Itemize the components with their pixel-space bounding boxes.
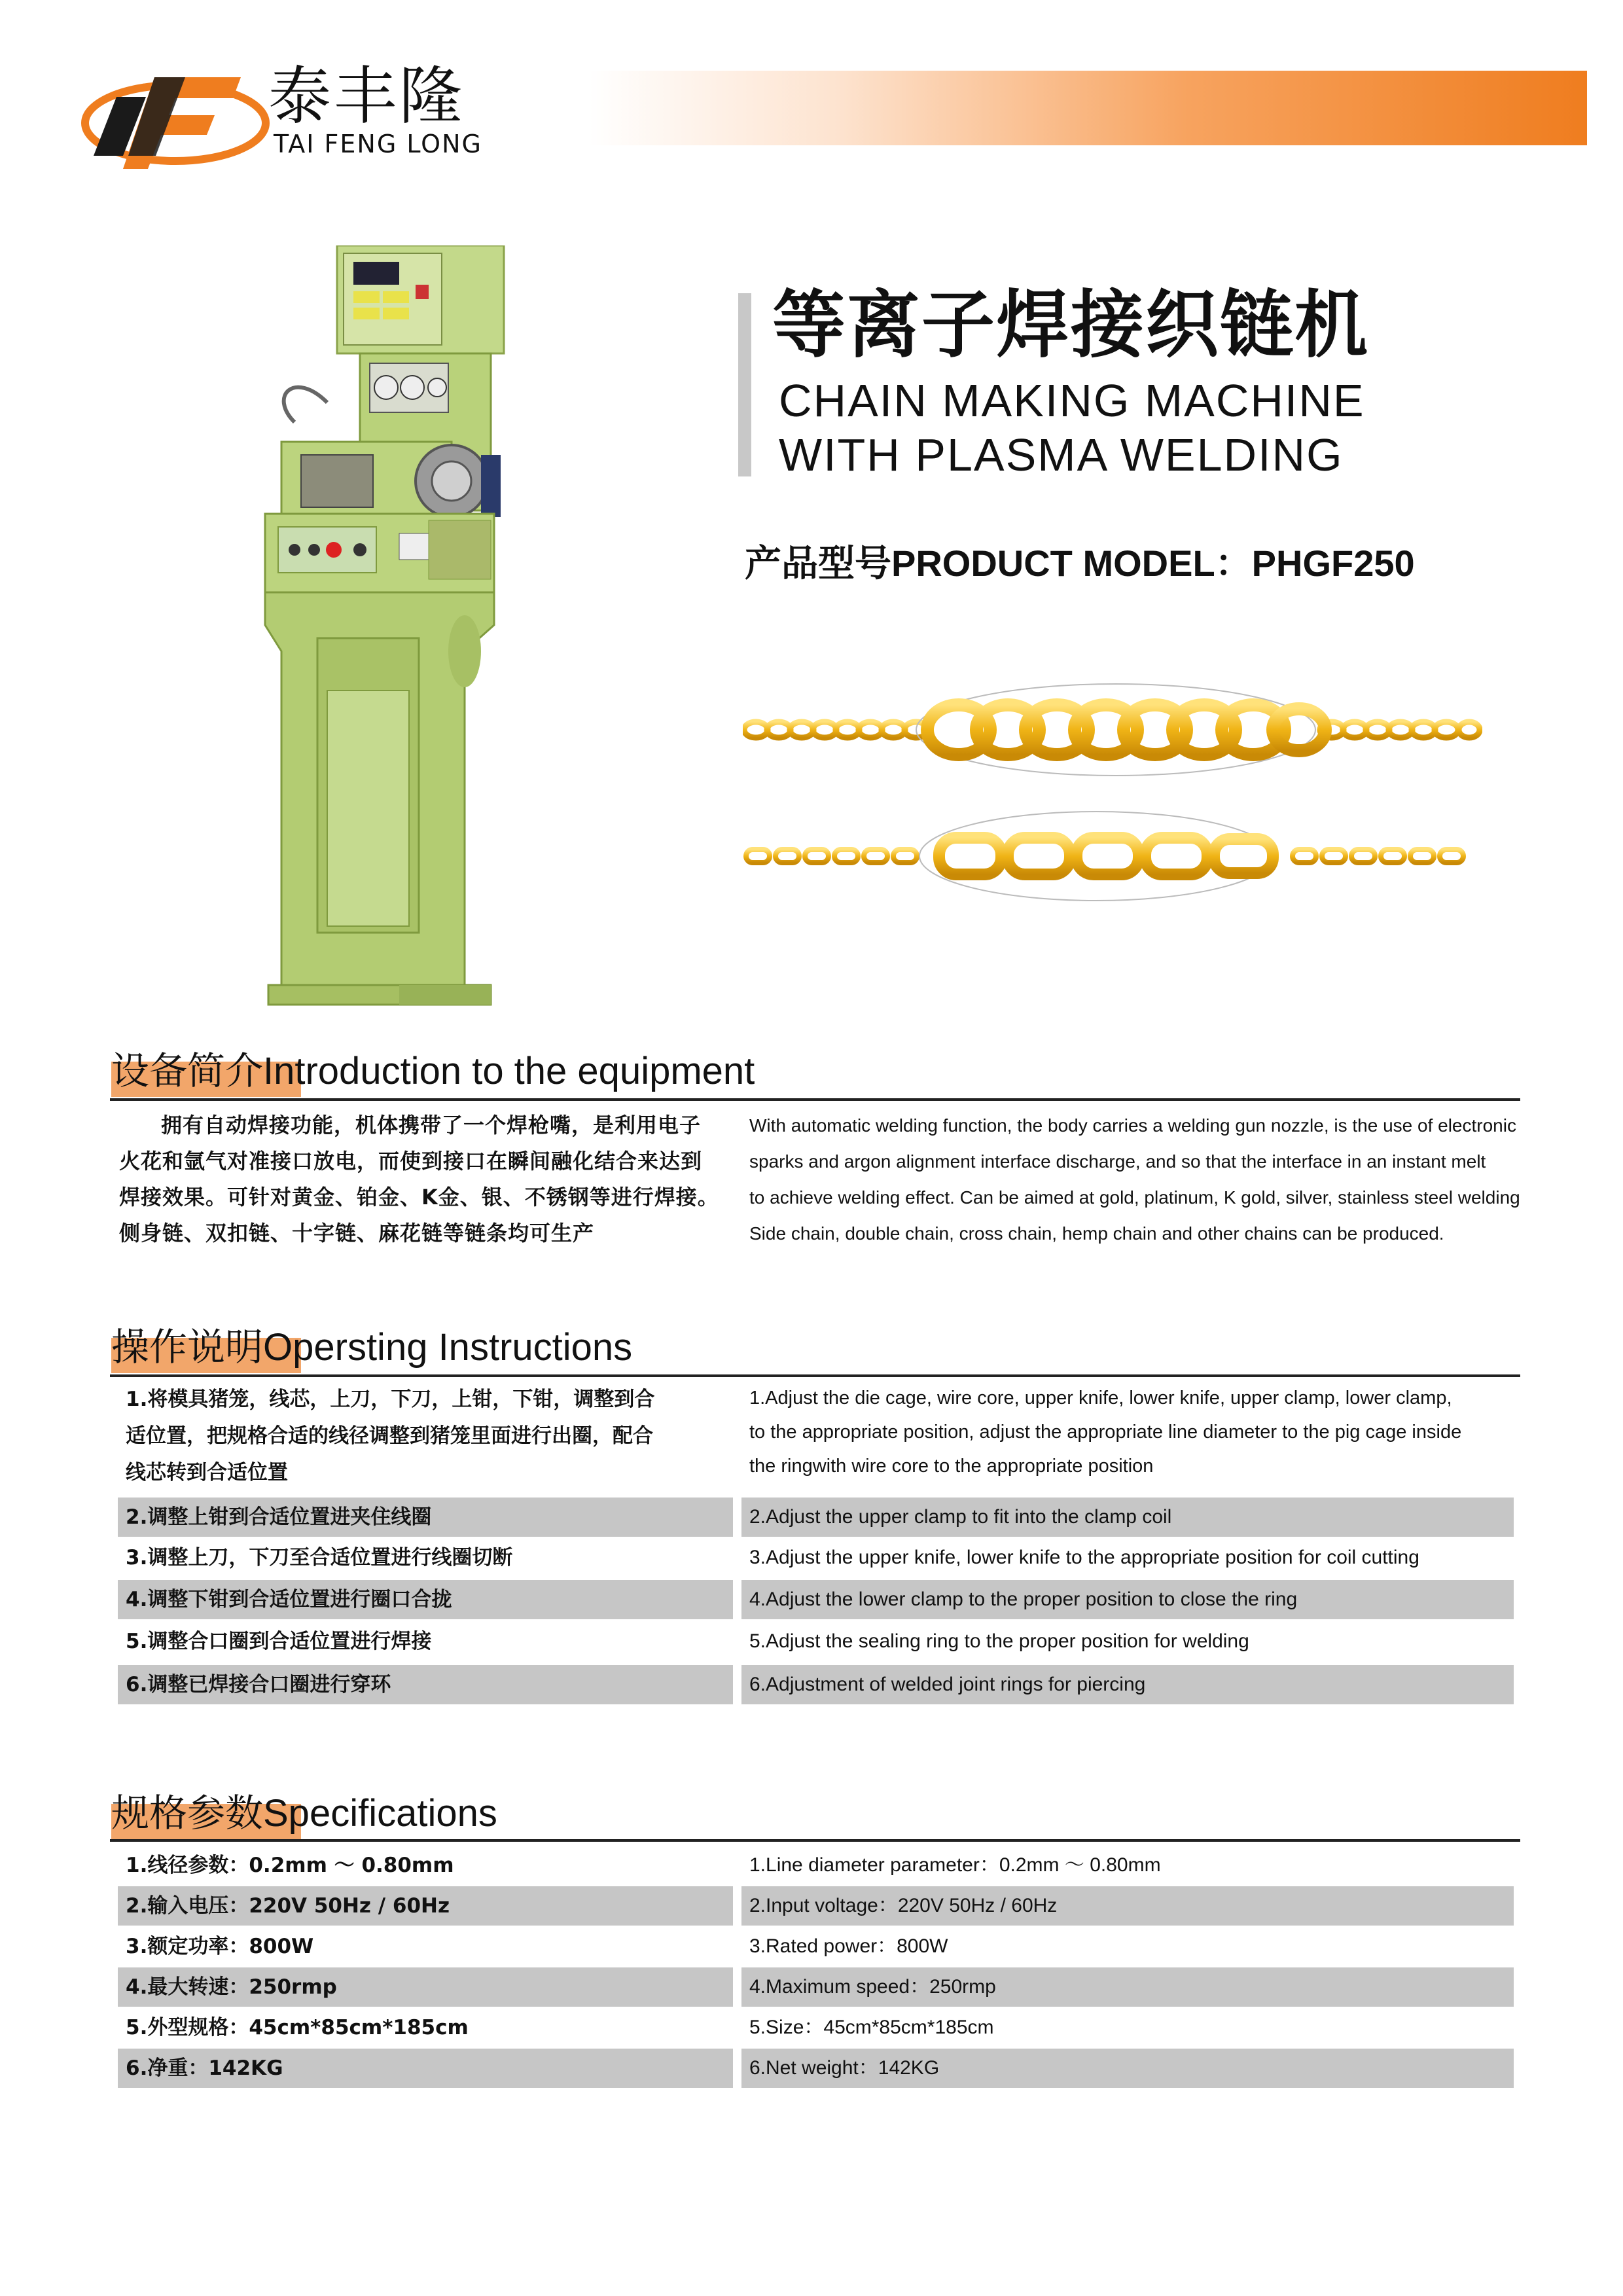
text-line: Side chain, double chain, cross chain, hemp chain and other chains can be produced. bbox=[749, 1223, 1444, 1244]
step-6-cn: 6.调整已焊接合口圈进行穿环 bbox=[118, 1665, 733, 1704]
step-5-en: 5.Adjust the sealing ring to the proper position for welding bbox=[749, 1630, 1249, 1652]
text-line: to achieve welding effect. Can be aimed at gold, platinum, K gold, silver, stainless steel welding bbox=[749, 1187, 1520, 1208]
spec-row-4-cn: 4.最大转速：250rmp bbox=[118, 1967, 733, 2007]
intro-text-en bbox=[749, 1107, 1522, 1251]
text-line: 火花和氩气对准接口放电，而使到接口在瞬间融化结合来达到 bbox=[119, 1149, 703, 1174]
specs-heading-text: 规格参数Specifications bbox=[111, 1792, 497, 1835]
title-accent-bar bbox=[738, 293, 751, 476]
operation-heading-text: 操作说明Opersting Instructions bbox=[111, 1326, 633, 1369]
step-5-cn: 5.调整合口圈到合适位置进行焊接 bbox=[126, 1630, 432, 1653]
brand-name-cn: 泰丰隆 bbox=[268, 60, 465, 133]
text-line: 线芯转到合适位置 bbox=[126, 1461, 288, 1484]
spec-row-3-en: 3.Rated power：800W bbox=[749, 1935, 948, 1957]
step-2-cn: 2.调整上钳到合适位置进夹住线圈 bbox=[118, 1498, 733, 1537]
step-4-cn: 4.调整下钳到合适位置进行圈口合拢 bbox=[118, 1580, 733, 1619]
spec-row-5-en: 5.Size：45cm*85cm*185cm bbox=[749, 2017, 994, 2038]
section-divider bbox=[110, 1098, 1520, 1101]
specs-heading bbox=[111, 1789, 501, 1837]
section-divider bbox=[110, 1374, 1520, 1377]
step-1-en bbox=[741, 1381, 1514, 1483]
spec-row-3-cn: 3.额定功率：800W bbox=[126, 1935, 314, 1958]
text-line: With automatic welding function, the body carries a welding gun nozzle, is the use of electronic bbox=[749, 1115, 1516, 1136]
text-line: 拥有自动焊接功能，机体携带了一个焊枪嘴，是利用电子 bbox=[161, 1113, 702, 1138]
intro-heading-text: 设备简介Introduction to the equipment bbox=[111, 1050, 755, 1092]
chain-samples-image bbox=[743, 661, 1482, 903]
step-6-en: 6.Adjustment of welded joint rings for piercing bbox=[741, 1665, 1514, 1704]
section-divider bbox=[110, 1839, 1520, 1842]
product-title-en-line2: WITH PLASMA WELDING bbox=[779, 429, 1344, 480]
cable-chain-icon bbox=[746, 812, 1463, 901]
intro-heading bbox=[111, 1047, 758, 1094]
step-2-en: 2.Adjust the upper clamp to fit into the clamp coil bbox=[741, 1498, 1514, 1537]
spec-row-6-cn: 6.净重：142KG bbox=[118, 2049, 733, 2088]
text-line: 侧身链、双扣链、十字链、麻花链等链条均可生产 bbox=[119, 1221, 595, 1246]
spec-row-2-cn: 2.输入电压：220V 50Hz / 60Hz bbox=[118, 1886, 733, 1926]
step-4-en: 4.Adjust the lower clamp to the proper position to close the ring bbox=[741, 1580, 1514, 1619]
operation-heading bbox=[111, 1323, 636, 1371]
step-3-en: 3.Adjust the upper knife, lower knife to the appropriate position for coil cutting bbox=[749, 1547, 1419, 1568]
product-title-cn: 等离子焊接织链机 bbox=[772, 283, 1369, 368]
product-model: 产品型号PRODUCT MODEL：PHGF250 bbox=[745, 543, 1415, 584]
text-line: to the appropriate position, adjust the appropriate line diameter to the pig cage inside bbox=[749, 1422, 1462, 1443]
text-line: 焊接效果。可针对黄金、铂金、K金、银、不锈钢等进行焊接。 bbox=[119, 1185, 719, 1210]
spec-row-4-en: 4.Maximum speed：250rmp bbox=[741, 1967, 1514, 2007]
spec-row-2-en: 2.Input voltage：220V 50Hz / 60Hz bbox=[741, 1886, 1514, 1926]
machine-photo bbox=[255, 245, 563, 1011]
curb-chain-icon bbox=[744, 684, 1480, 776]
text-line: sparks and argon alignment interface discharge, and so that the interface in an instant melt bbox=[749, 1151, 1486, 1172]
text-line: 1.Adjust the die cage, wire core, upper knife, lower knife, upper clamp, lower clamp, bbox=[749, 1388, 1452, 1408]
brand-logo-icon bbox=[77, 58, 274, 169]
spec-row-5-cn: 5.外型规格：45cm*85cm*185cm bbox=[126, 2016, 469, 2039]
header-gradient-bar bbox=[589, 71, 1587, 145]
text-line: the ringwith wire core to the appropriate position bbox=[749, 1456, 1154, 1477]
product-title-en-line1: CHAIN MAKING MACHINE bbox=[779, 375, 1365, 426]
spec-row-1-en: 1.Line diameter parameter：0.2mm 〜 0.80mm bbox=[749, 1854, 1161, 1876]
spec-row-1-cn: 1.线径参数：0.2mm 〜 0.80mm bbox=[126, 1854, 454, 1877]
step-3-cn: 3.调整上刀，下刀至合适位置进行线圈切断 bbox=[126, 1546, 513, 1570]
brand-name-en: TAI FENG LONG bbox=[274, 130, 482, 158]
text-line: 1.将模具猪笼，线芯，上刀，下刀，上钳，下钳，调整到合 bbox=[126, 1388, 655, 1411]
text-line: 适位置，把规格合适的线径调整到猪笼里面进行出圈，配合 bbox=[126, 1424, 653, 1448]
intro-text-cn bbox=[119, 1107, 734, 1251]
step-1-cn bbox=[118, 1381, 733, 1491]
spec-row-6-en: 6.Net weight：142KG bbox=[741, 2049, 1514, 2088]
